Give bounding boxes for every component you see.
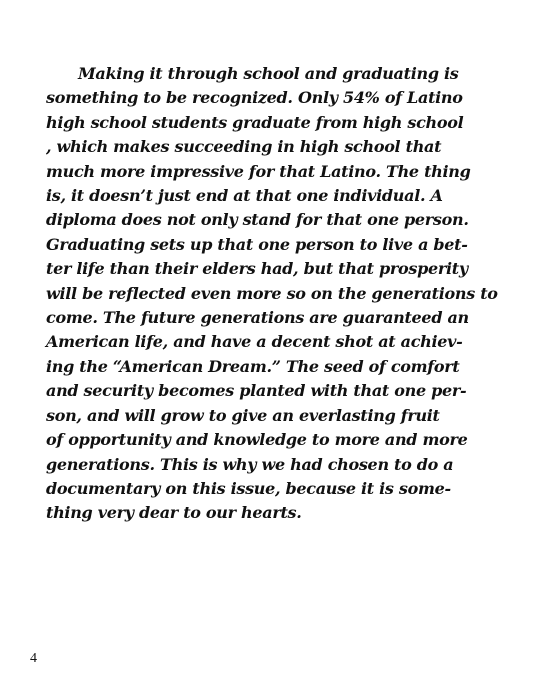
paragraph-line: is, it doesn’t just end at that one individual. A xyxy=(46,186,443,206)
paragraph-line: high school students graduate from high school xyxy=(46,112,464,132)
paragraph-line: come. The future generations are guaranteed an xyxy=(46,308,469,328)
paragraph-line: ing the “American Dream.” The seed of comfort xyxy=(46,356,460,376)
paragraph-line: of opportunity and knowledge to more and more xyxy=(46,430,468,450)
paragraph-line: Making it through school and graduating is xyxy=(78,64,459,83)
paragraph-line: generations. This is why we had chosen to do a xyxy=(46,454,454,474)
paragraph-line: much more impressive for that Latino. The thing xyxy=(46,161,471,181)
paragraph-line: something to be recognized. Only 54% of Latino xyxy=(46,88,463,108)
paragraph-line: documentary on this issue, because it is some- xyxy=(46,478,451,498)
body-paragraph xyxy=(46,62,506,526)
paragraph-line: Graduating sets up that one person to live a bet- xyxy=(46,234,468,254)
paragraph-line: diploma does not only stand for that one person. xyxy=(46,210,469,230)
page-number: 4 xyxy=(30,651,37,666)
paragraph-line: thing very dear to our hearts. xyxy=(46,503,302,523)
paragraph-line: ter life than their elders had, but that prosperity xyxy=(46,259,468,279)
paragraph-line: will be reflected even more so on the generations to xyxy=(46,283,498,303)
paragraph-line: , which makes succeeding in high school that xyxy=(46,137,442,157)
paragraph-line: and security becomes planted with that one per- xyxy=(46,381,467,401)
paragraph-line: American life, and have a decent shot at achiev- xyxy=(46,332,463,352)
paragraph-line: son, and will grow to give an everlasting fruit xyxy=(46,405,440,425)
